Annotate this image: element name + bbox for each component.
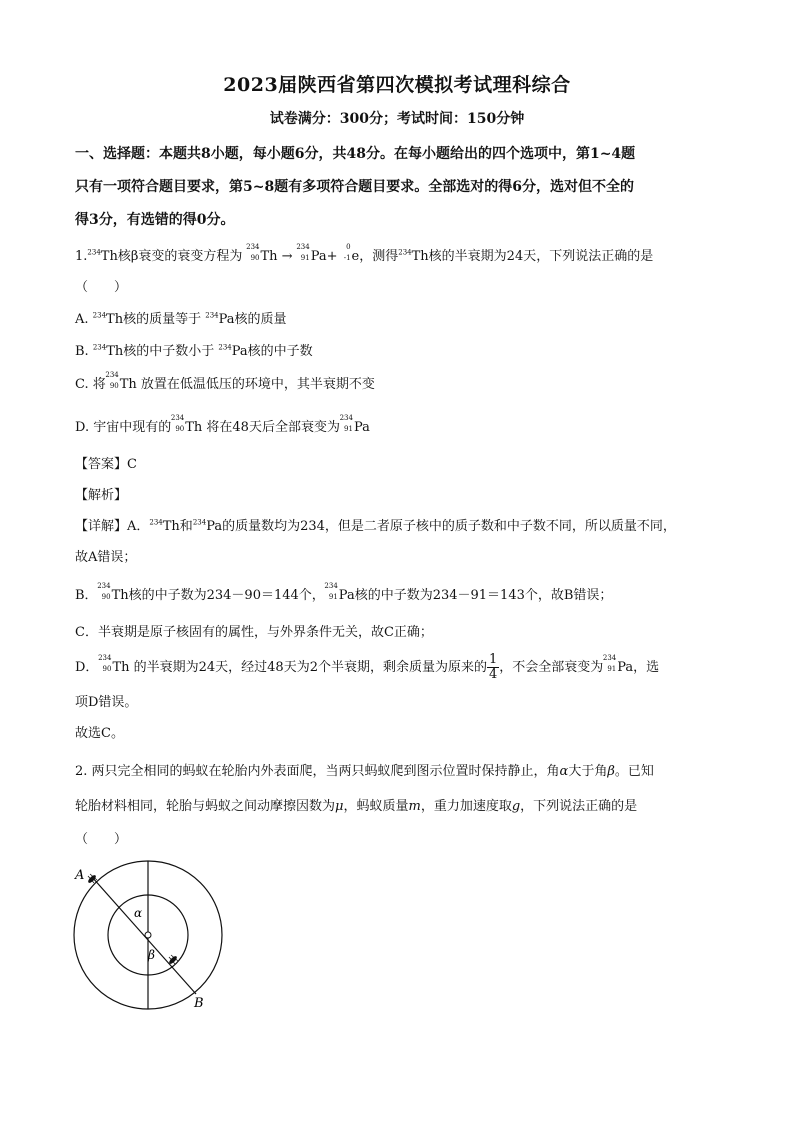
q1-answer: 【答案】C: [75, 457, 137, 472]
q1-detail-c: C．半衰期是原子核固有的属性，与外界条件无关，故C正确；: [75, 625, 433, 640]
q1-detail-b: B． 234 90 Th核的中子数为234－90＝144个， 234 91 Pa核的中子数为234－91＝143个，故B错误；: [75, 582, 613, 603]
fraction-one-quarter: $\frac{1}{4}$: [488, 652, 498, 682]
isotope-th: 234 90: [246, 243, 260, 262]
q1-option-a: A. $^{234}$Th核的质量等于 $^{234}$Pa核的质量: [75, 311, 287, 327]
label-alpha: α: [134, 906, 143, 920]
exam-info: 试卷满分：300分；考试时间：150分钟: [269, 111, 525, 127]
section-instructions: [75, 138, 735, 237]
section-line-1: 一、选择题：本题共8小题，每小题6分，共48分。在每小题给出的四个选项中，第1~4题: [75, 146, 636, 162]
q1-option-c: C. 将 234 90 Th 放置在低温低压的环境中，其半衰期不变: [75, 371, 375, 392]
q1-detail-d-cont: 项D错误。: [75, 695, 138, 710]
q1-analysis-label: 【解析】: [75, 488, 128, 503]
tire-diagram: [68, 857, 228, 1017]
q1-detail-d: D． 234 90 Th 的半衰期为24天，经过48天为2个半衰期，剩余质量为原来的 $\frac{1}{4}$ ，不会全部衰变为 234 91 Pa，选: [75, 652, 660, 682]
label-b: B: [194, 996, 204, 1011]
q1-option-d: D. 宇宙中现有的 234 90 Th 将在48天后全部衰变为 234 91 Pa: [75, 414, 370, 435]
isotope-e: 0 -1: [343, 243, 351, 262]
q1-conclusion: 故选C。: [75, 726, 124, 741]
q2-stem-line-1: 2. 两只完全相同的蚂蚁在轮胎内外表面爬，当两只蚂蚁爬到图示位置时保持静止，角α大于角β。已知: [75, 764, 654, 779]
q2-stem-line-2: 轮胎材料相同，轮胎与蚂蚁之间动摩擦因数为μ，蚂蚁质量m，重力加速度取g，下列说法正确的是: [75, 799, 638, 814]
q2-paren: （ ）: [75, 832, 128, 847]
q1-option-b: B. $^{234}$Th核的中子数小于 $^{234}$Pa核的中子数: [75, 343, 313, 359]
section-line-3: 得3分，有选错的得0分。: [75, 212, 235, 228]
q1-stem: 1.$^{234}$Th核β衰变的衰变方程为 234 90 Th → 234 91 Pa+ 0 -1 e，测得$^{234}$Th核的半衰期为24天，下列说法正确的是: [75, 243, 654, 264]
label-beta: β: [148, 948, 155, 962]
q1-detail-a-cont: 故A错误；: [75, 550, 137, 565]
q1-detail-a: 【详解】A．$^{234}$Th和$^{234}$Pa的质量数均为234，但是二者原子核中的质子数和中子数不同，所以质量不同，: [75, 518, 676, 534]
center-point: [145, 932, 151, 938]
label-a: A: [75, 868, 85, 883]
section-line-2: 只有一项符合题目要求，第5~8题有多项符合题目要求。全部选对的得6分，选对但不全的: [75, 179, 634, 195]
isotope-pa: 234 91: [296, 243, 310, 262]
page-title: 2023届陕西省第四次模拟考试理科综合: [223, 74, 571, 96]
q1-paren: （ ）: [75, 280, 128, 295]
